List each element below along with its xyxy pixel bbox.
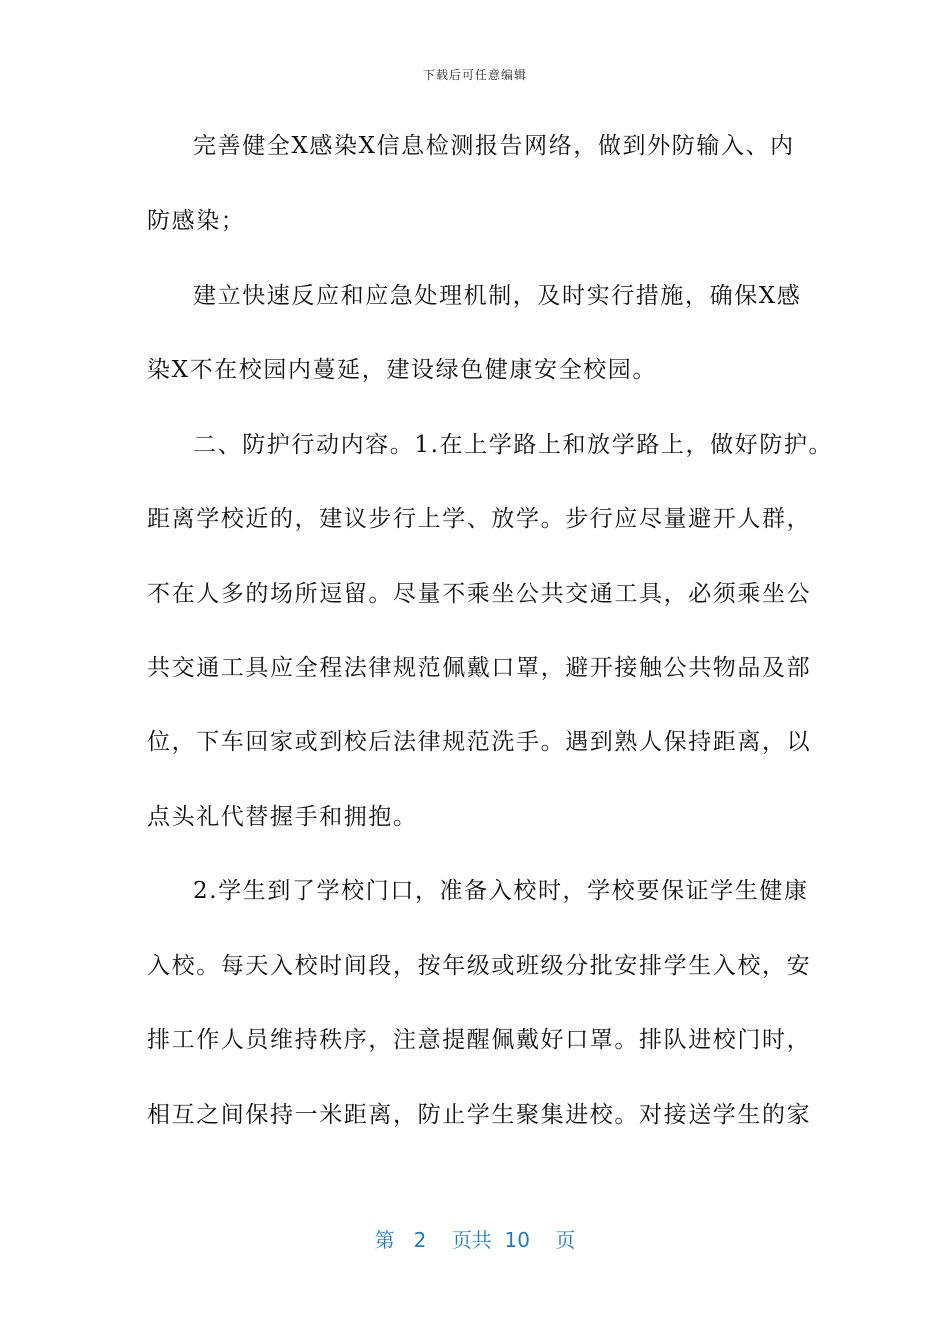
paragraph-line: 二、防护行动内容。1.在上学路上和放学路上，做好防护。: [193, 432, 834, 458]
page-footer: [0, 1224, 950, 1253]
total-pages-number: 10: [504, 1228, 530, 1252]
paragraph-line: 不在人多的场所逗留。尽量不乘坐公共交通工具，必须乘坐公: [147, 581, 812, 607]
paragraph-line: 点头礼代替握手和拥抱。: [147, 804, 418, 830]
footer-prefix: 第: [374, 1228, 395, 1252]
footer-middle: 页共: [451, 1228, 492, 1252]
current-page-number: 2: [413, 1228, 427, 1252]
paragraph-line: 建立快速反应和应急处理机制，及时实行措施，确保X感: [193, 283, 802, 309]
paragraph-line: 染X不在校园内蔓延，建设绿色健康安全校园。: [147, 357, 657, 383]
paragraph-line: 距离学校近的，建议步行上学、放学。步行应尽量避开人群，: [147, 506, 812, 532]
paragraph-line: 完善健全X感染X信息检测报告网络，做到外防输入、内: [193, 133, 795, 159]
paragraph-line: 排工作人员维持秩序，注意提醒佩戴好口罩。排队进校门时，: [147, 1027, 812, 1053]
paragraph-line: 入校。每天入校时间段，按年级或班级分批安排学生入校，安: [147, 953, 812, 979]
paragraph-line: 位，下车回家或到校后法律规范洗手。遇到熟人保持距离，以: [147, 729, 812, 755]
paragraph-line: 2.学生到了学校门口，准备入校时，学校要保证学生健康: [193, 878, 809, 904]
paragraph-line: 相互之间保持一米距离，防止学生聚集进校。对接送学生的家: [147, 1102, 812, 1128]
paragraph-line: 共交通工具应全程法律规范佩戴口罩，避开接触公共物品及部: [147, 655, 812, 681]
footer-suffix: 页: [555, 1228, 576, 1252]
page-header: 下载后可任意编辑: [422, 68, 527, 82]
paragraph-line: 防感染；: [147, 208, 246, 234]
